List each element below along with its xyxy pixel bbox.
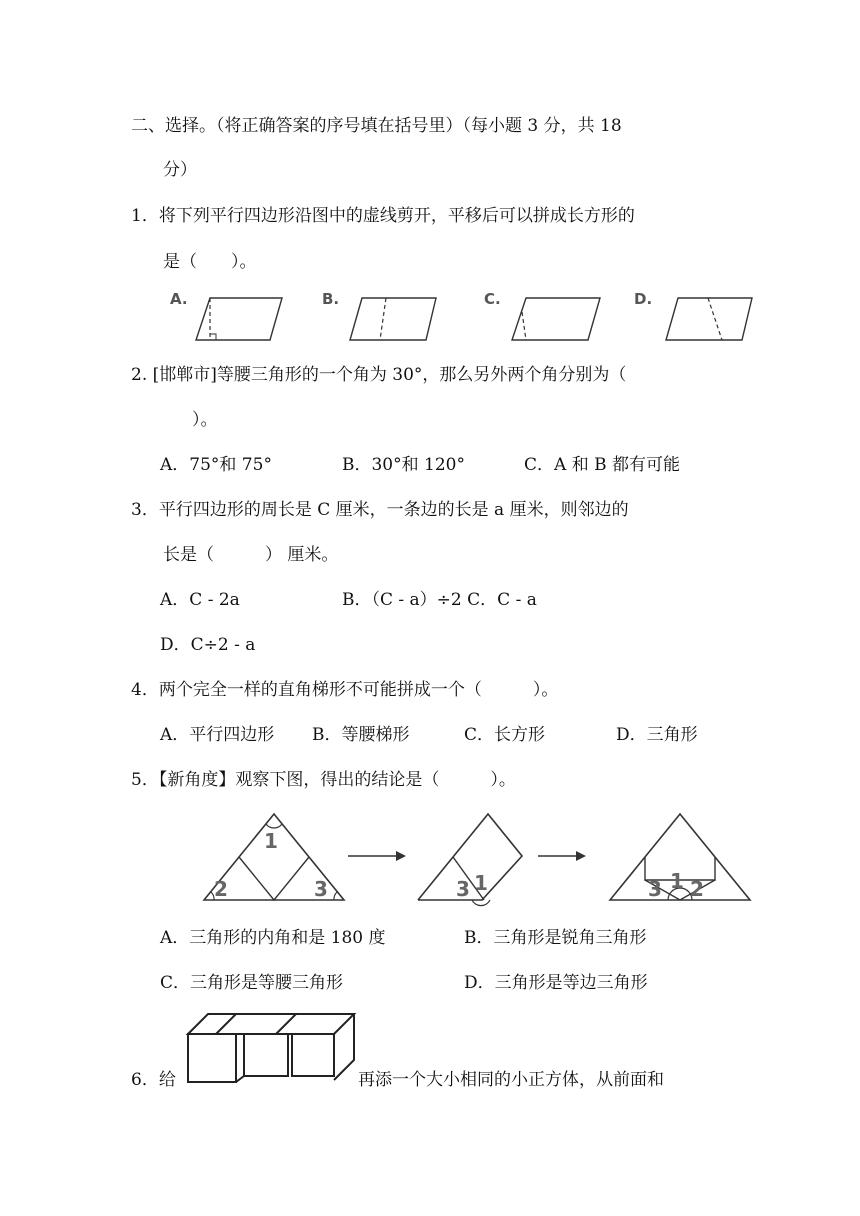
q5-option-b: B．三角形是锐角三角形 <box>464 928 647 948</box>
section-title-cont: 分） <box>163 160 197 180</box>
option-d-label: D. <box>634 290 653 308</box>
q3-option-d: D．C÷2 - a <box>160 635 256 655</box>
angle-1-label: 1 <box>264 829 278 853</box>
triangle-original <box>204 814 344 901</box>
arrow-right-icon <box>538 851 586 861</box>
arrow-right-icon <box>348 851 406 861</box>
q4-option-a: A．平行四边形 <box>160 725 275 745</box>
angle-3-label: 3 <box>648 877 662 901</box>
q1-parallelogram-figures <box>160 288 800 348</box>
q3-option-b-c: B．（C - a）÷2 C．C - a <box>342 590 537 610</box>
q2-text: 2. [邯郸市]等腰三角形的一个角为 30°，那么另外两个角分别为（ <box>131 365 627 385</box>
q2-text-cont: ）。 <box>192 410 218 430</box>
q5-option-d: D．三角形是等边三角形 <box>464 973 648 993</box>
section-title: 二、选择。（将正确答案的序号填在括号里）（每小题 3 分，共 18 <box>131 116 622 136</box>
q4-text: 4．两个完全一样的直角梯形不可能拼成一个（ ）。 <box>131 680 559 700</box>
q1-text-cont: 是（ ）。 <box>163 252 257 272</box>
q3-text: 3．平行四边形的周长是 C 厘米，一条边的长是 a 厘米，则邻边的 <box>131 500 629 520</box>
angle-3-label: 3 <box>314 877 328 901</box>
option-a-parallelogram <box>170 290 282 340</box>
angle-2-label: 2 <box>214 877 228 901</box>
q6-cube-arrangement <box>182 1008 362 1086</box>
q5-text: 5．【新角度】观察下图，得出的结论是（ ）。 <box>131 770 516 790</box>
q1-text: 1．将下列平行四边形沿图中的虚线剪开，平移后可以拼成长方形的 <box>131 206 635 226</box>
option-c-label: C. <box>484 290 501 308</box>
option-a-label: A. <box>170 290 188 308</box>
q5-triangle-figure <box>196 808 756 908</box>
q3-option-a: A．C - 2a <box>160 590 240 610</box>
q2-option-a: A．75°和 75° <box>160 455 272 475</box>
q4-option-d: D．三角形 <box>616 725 698 745</box>
option-b-label: B. <box>322 290 340 308</box>
option-b-parallelogram <box>322 290 436 340</box>
triangle-all-folded <box>610 814 750 901</box>
option-c-parallelogram <box>484 290 600 340</box>
q3-text-cont: 长是（ ） 厘米。 <box>163 545 339 565</box>
q6-text-prefix: 6．给 <box>131 1070 176 1090</box>
q5-option-a: A．三角形的内角和是 180 度 <box>160 928 386 948</box>
angle-1-label: 1 <box>670 869 684 893</box>
option-d-parallelogram <box>634 290 752 340</box>
angle-3-label: 3 <box>456 877 470 901</box>
angle-2-label: 2 <box>690 877 704 901</box>
q5-option-c: C．三角形是等腰三角形 <box>160 973 344 993</box>
q4-option-c: C．长方形 <box>464 725 546 745</box>
q2-option-b: B．30°和 120° <box>342 455 465 475</box>
triangle-folded-step <box>418 814 522 906</box>
angle-1-label: 1 <box>474 871 488 895</box>
q6-text-suffix: 再添一个大小相同的小正方体，从前面和 <box>358 1070 664 1090</box>
q4-option-b: B．等腰梯形 <box>312 725 410 745</box>
q2-option-c: C．A 和 B 都有可能 <box>524 455 680 475</box>
